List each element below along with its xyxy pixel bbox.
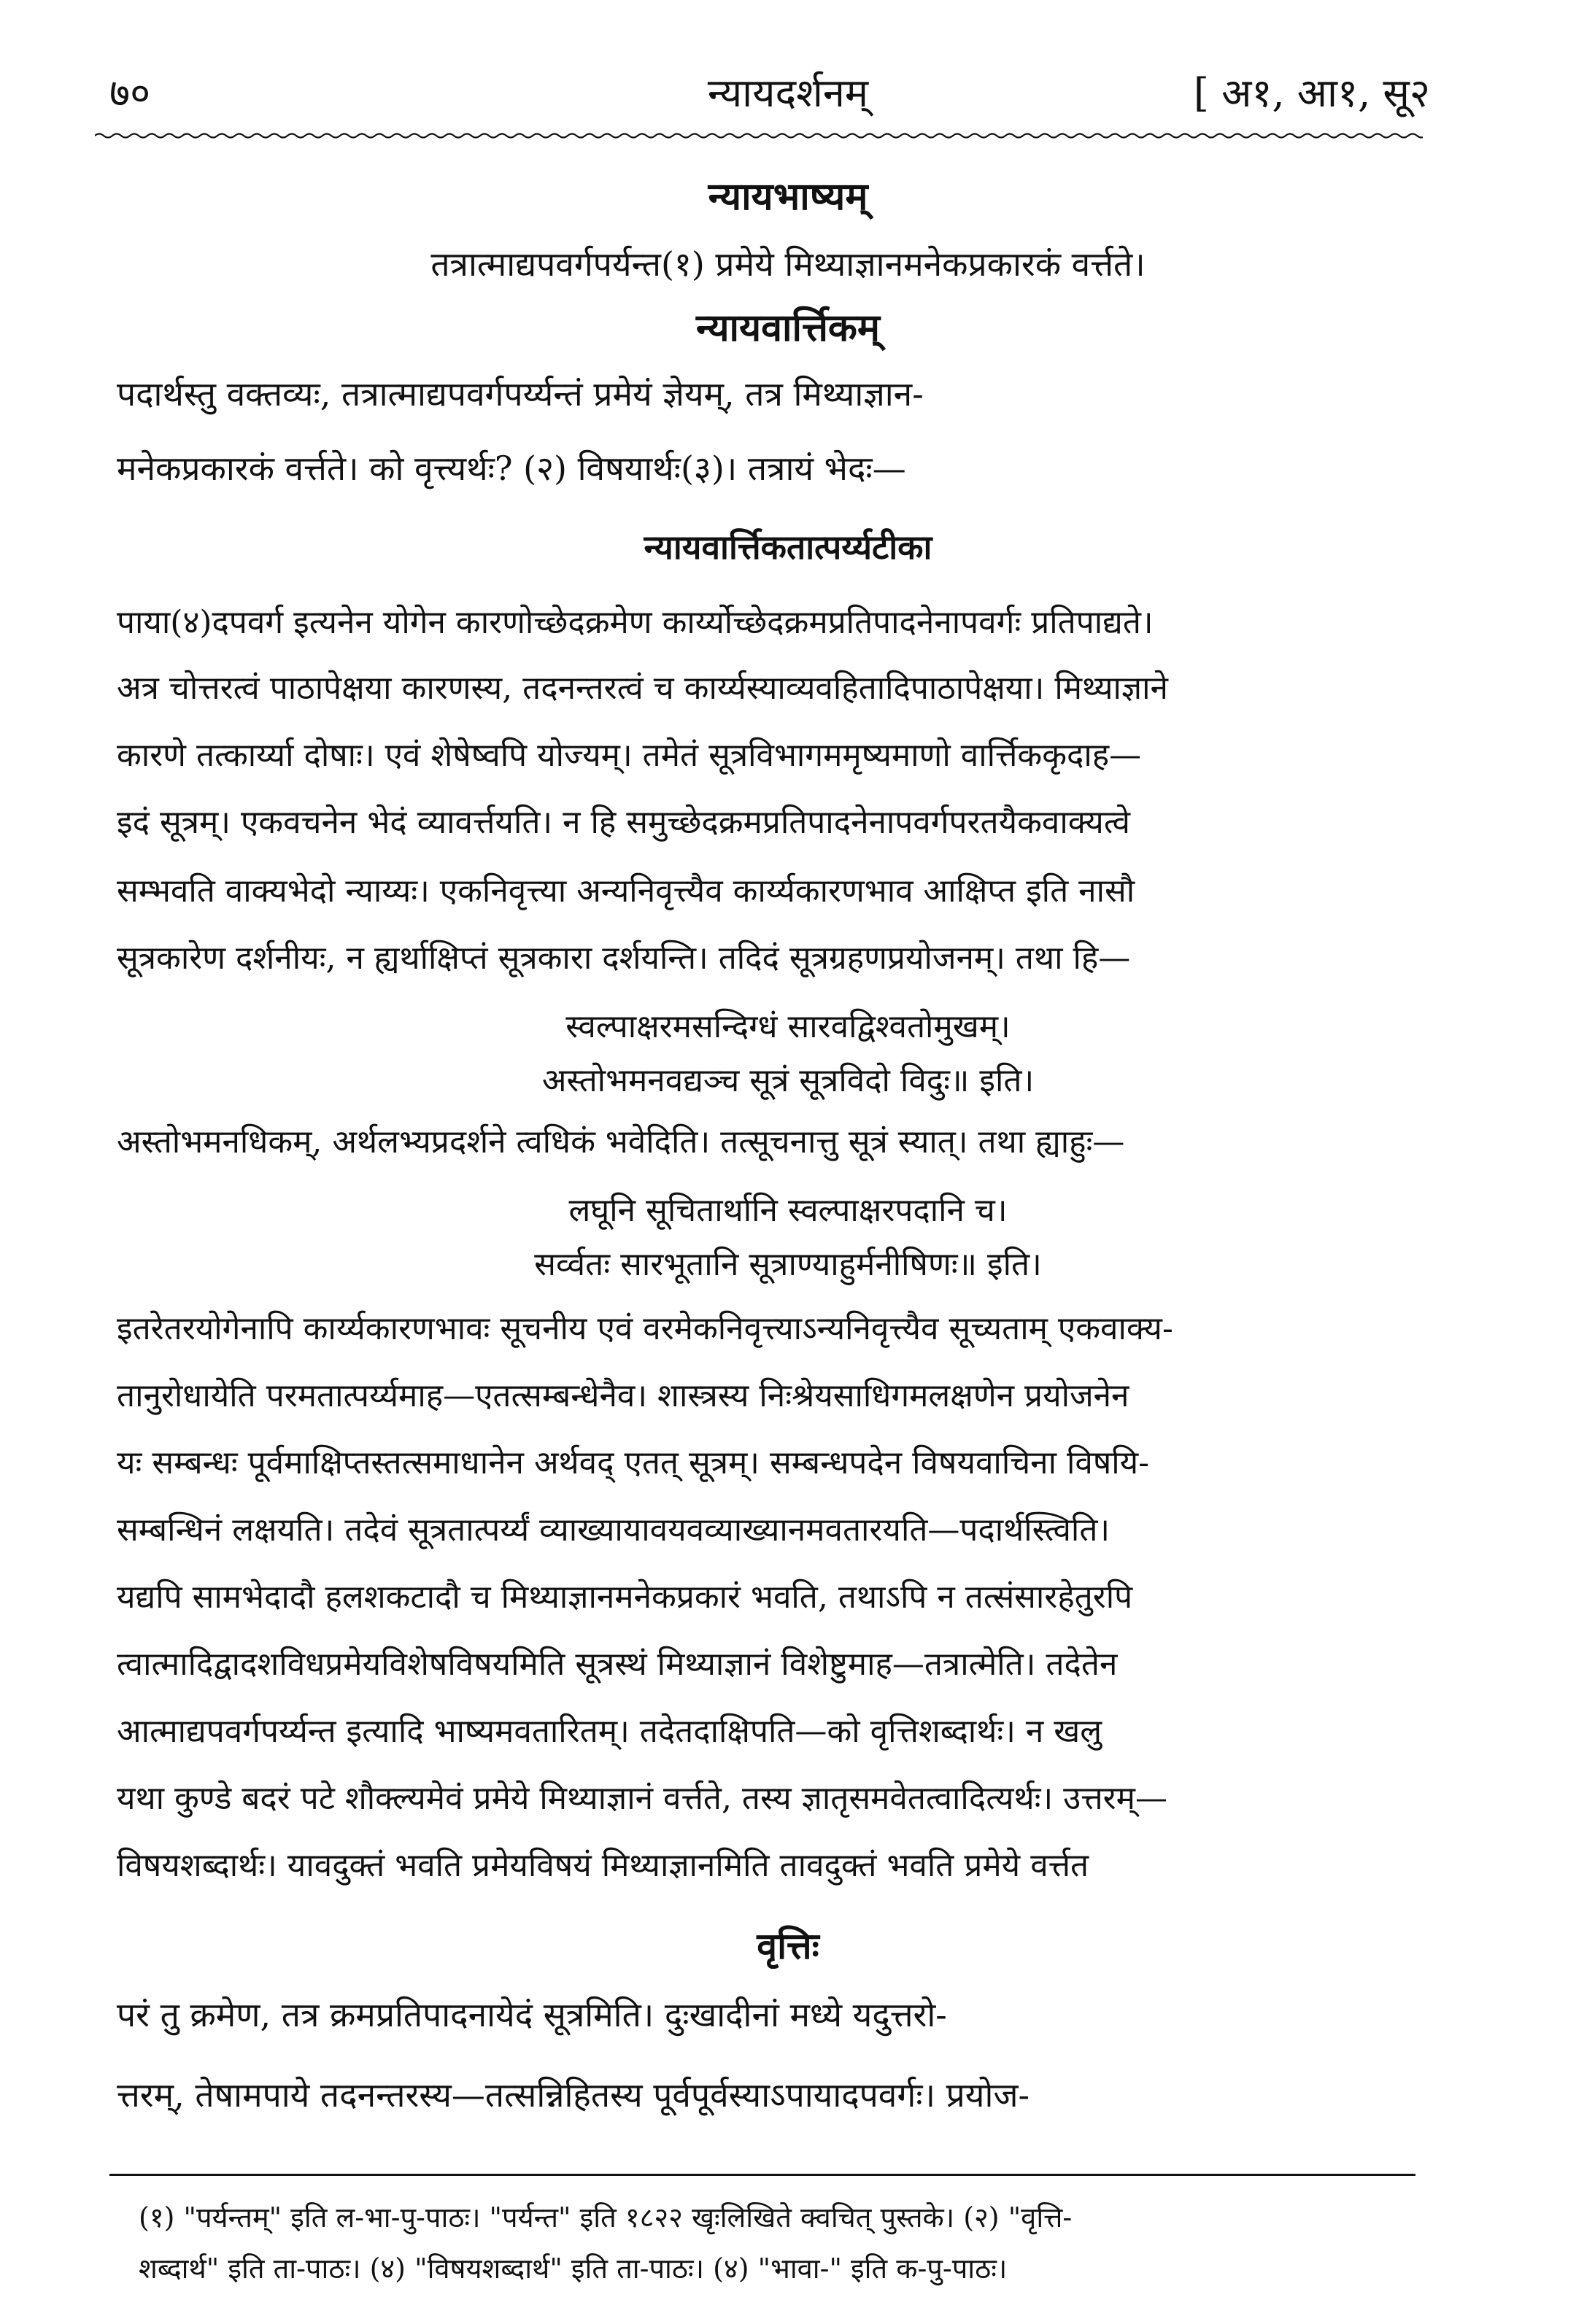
tika-line-14: यथा कुण्डे बदरं पटे शौक्ल्यमेवं प्रमेये मिथ्याज्ञानं वर्त्तते, तस्य ज्ञातृसमवेतत्वादित्यर्थः। उत्तरम्— — [117, 1780, 1167, 1817]
running-title: न्यायदर्शनम् — [707, 70, 869, 116]
verse-1-line-1: स्वल्पाक्षरमसन्दिग्धं सारवद्विश्वतोमुखम्। — [565, 1008, 1011, 1045]
vartika-heading: न्यायवार्त्तिकम् — [696, 306, 880, 350]
verse-2-line-2: सर्व्वतः सारभूतानि सूत्राण्याहुर्मनीषिणः॥ इति। — [534, 1246, 1042, 1283]
tika-line-3: कारणे तत्कार्य्या दोषाः। एवं शेषेष्वपि योज्यम्। तमेतं सूत्रविभागममृष्यमाणो वार्त्तिककृदाह— — [117, 737, 1142, 774]
tika-line-7: इतरेतरयोगेनापि कार्य्यकारणभावः सूचनीय एवं वरमेकनिवृत्त्याऽन्यनिवृत्त्यैव सूच्यताम् एकवाक्य- — [117, 1310, 1173, 1347]
tika-heading: न्यायवार्त्तिकतात्पर्य्यटीका — [644, 527, 932, 567]
vritti-heading: वृत्तिः — [757, 1924, 819, 1967]
tika-line-15: विषयशब्दार्थः। यावदुक्तं भवति प्रमेयविषयं मिथ्याज्ञानमिति तावदुक्तं भवति प्रमेये वर्त्तत — [117, 1847, 1089, 1884]
tika-line-2: अत्र चोत्तरत्वं पाठापेक्षया कारणस्य, तदनन्तरत्वं च कार्य्यस्याव्यवहितादिपाठापेक्षया। मिथ्याज्ञाने — [117, 670, 1168, 707]
tika-line-10: सम्बन्धिनं लक्षयति। तदेवं सूत्रतात्पर्य्यं व्याख्यायावयवव्याख्यानमवतारयति—पदार्थस्त्विति। — [117, 1511, 1110, 1549]
tika-line-13: आत्माद्यपवर्गपर्य्यन्त इत्यादि भाष्यमवतारितम्। तदेतदाक्षिपति—को वृत्तिशब्दार्थः। न खलु — [117, 1713, 1102, 1750]
header-wavy-rule — [95, 130, 1423, 142]
tika-line-6: सूत्रकारेण दर्शनीयः, न ह्यर्थाक्षिप्तं सूत्रकारा दर्शयन्ति। तदिदं सूत्रग्रहणप्रयोजनम्। तथा हि— — [117, 940, 1131, 977]
vritti-line-1: परं तु क्रमेण, तत्र क्रमप्रतिपादनायेदं सूत्रमिति। दुःखादीनां मध्ये यदुत्तरो- — [117, 1995, 947, 2034]
footnote-line-1: (१) "पर्यन्तम्" इति ल-भा-पु-पाठः। "पर्यन्त" इति १८२२ खृःलिखिते क्वचित् पुस्तके। (२) "वृत्ति- — [139, 2201, 1073, 2234]
tika-line-1: पाया(४)दपवर्ग इत्यनेन योगेन कारणोच्छेदक्रमेण कार्य्योच्छेदक्रमप्रतिपादनेनापवर्गः प्रतिपाद्यते। — [117, 604, 1154, 641]
page-number: ७० — [109, 70, 151, 116]
tika-line-9: यः सम्बन्धः पूर्वमाक्षिप्तस्तत्समाधानेन अर्थवद् एतत् सूत्रम्। सम्बन्धपदेन विषयवाचिना विषयि- — [117, 1444, 1150, 1481]
vartika-line-2: मनेकप्रकारकं वर्त्तते। को वृत्त्यर्थः? (२) विषयार्थः(३)। तत्रायं भेदः— — [117, 449, 906, 488]
tika-line-11: यद्यपि सामभेदादौ हलशकटादौ च मिथ्याज्ञानमनेकप्रकारं भवति, तथाऽपि न तत्संसारहेतुरपि — [117, 1579, 1133, 1616]
bhashya-heading: न्यायभाष्यम् — [708, 174, 868, 219]
tika-line-8: तानुरोधायेति परमतात्पर्य्यमाह—एतत्सम्बन्धेनैव। शास्त्रस्य निःश्रेयसाधिगमलक्षणेन प्रयोजनेन — [117, 1377, 1129, 1414]
verse-1-line-2: अस्तोभमनवद्यञ्च सूत्रं सूत्रविदो विदुः॥ इति। — [541, 1062, 1035, 1099]
footnote-line-2: शब्दार्थ" इति ता-पाठः। (४) "विषयशब्दार्थ" इति ता-पाठः। (४) "भावा-" इति क-पु-पाठः। — [139, 2253, 1008, 2285]
section-reference: [ अ१, आ१, सू२ — [1193, 70, 1430, 116]
vartika-line-1: पदार्थस्तु वक्तव्यः, तत्रात्माद्यपवर्गपर्य्यन्तं प्रमेयं ज्ञेयम्, तत्र मिथ्याज्ञान- — [117, 374, 924, 414]
tika-line-12: त्वात्मादिद्वादशविधप्रमेयविशेषविषयमिति सूत्रस्थं मिथ्याज्ञानं विशेष्टुमाह—तत्रात्मेति। तदेतेन — [117, 1646, 1118, 1683]
footnote-rule — [109, 2174, 1415, 2176]
tika-mid-line: अस्तोभमनधिकम्, अर्थलभ्यप्रदर्शने त्वधिकं भवेदिति। तत्सूचनात्तु सूत्रं स्यात्। तथा ह्याहुः— — [117, 1123, 1125, 1161]
tika-line-4: इदं सूत्रम्। एकवचनेन भेदं व्यावर्त्तयति। न हि समुच्छेदक्रमप्रतिपादनेनापवर्गपरतयैकवाक्यत्वे — [117, 804, 1130, 841]
vritti-line-2: त्तरम्, तेषामपाये तदनन्तरस्य—तत्सन्निहितस्य पूर्वपूर्वस्याऽपायादपवर्गः। प्रयोज- — [117, 2075, 1030, 2115]
tika-line-5: सम्भवति वाक्यभेदो न्याय्यः। एकनिवृत्त्या अन्यनिवृत्त्यैव कार्य्यकारणभाव आक्षिप्त इति नासौ — [117, 872, 1135, 910]
verse-2-line-1: लघूनि सूचितार्थानि स्वल्पाक्षरपदानि च। — [568, 1192, 1008, 1229]
bhashya-line-1: तत्रात्माद्यपवर्गपर्यन्त(१) प्रमेये मिथ्याज्ञानमनेकप्रकारकं वर्त्तते। — [430, 244, 1146, 284]
